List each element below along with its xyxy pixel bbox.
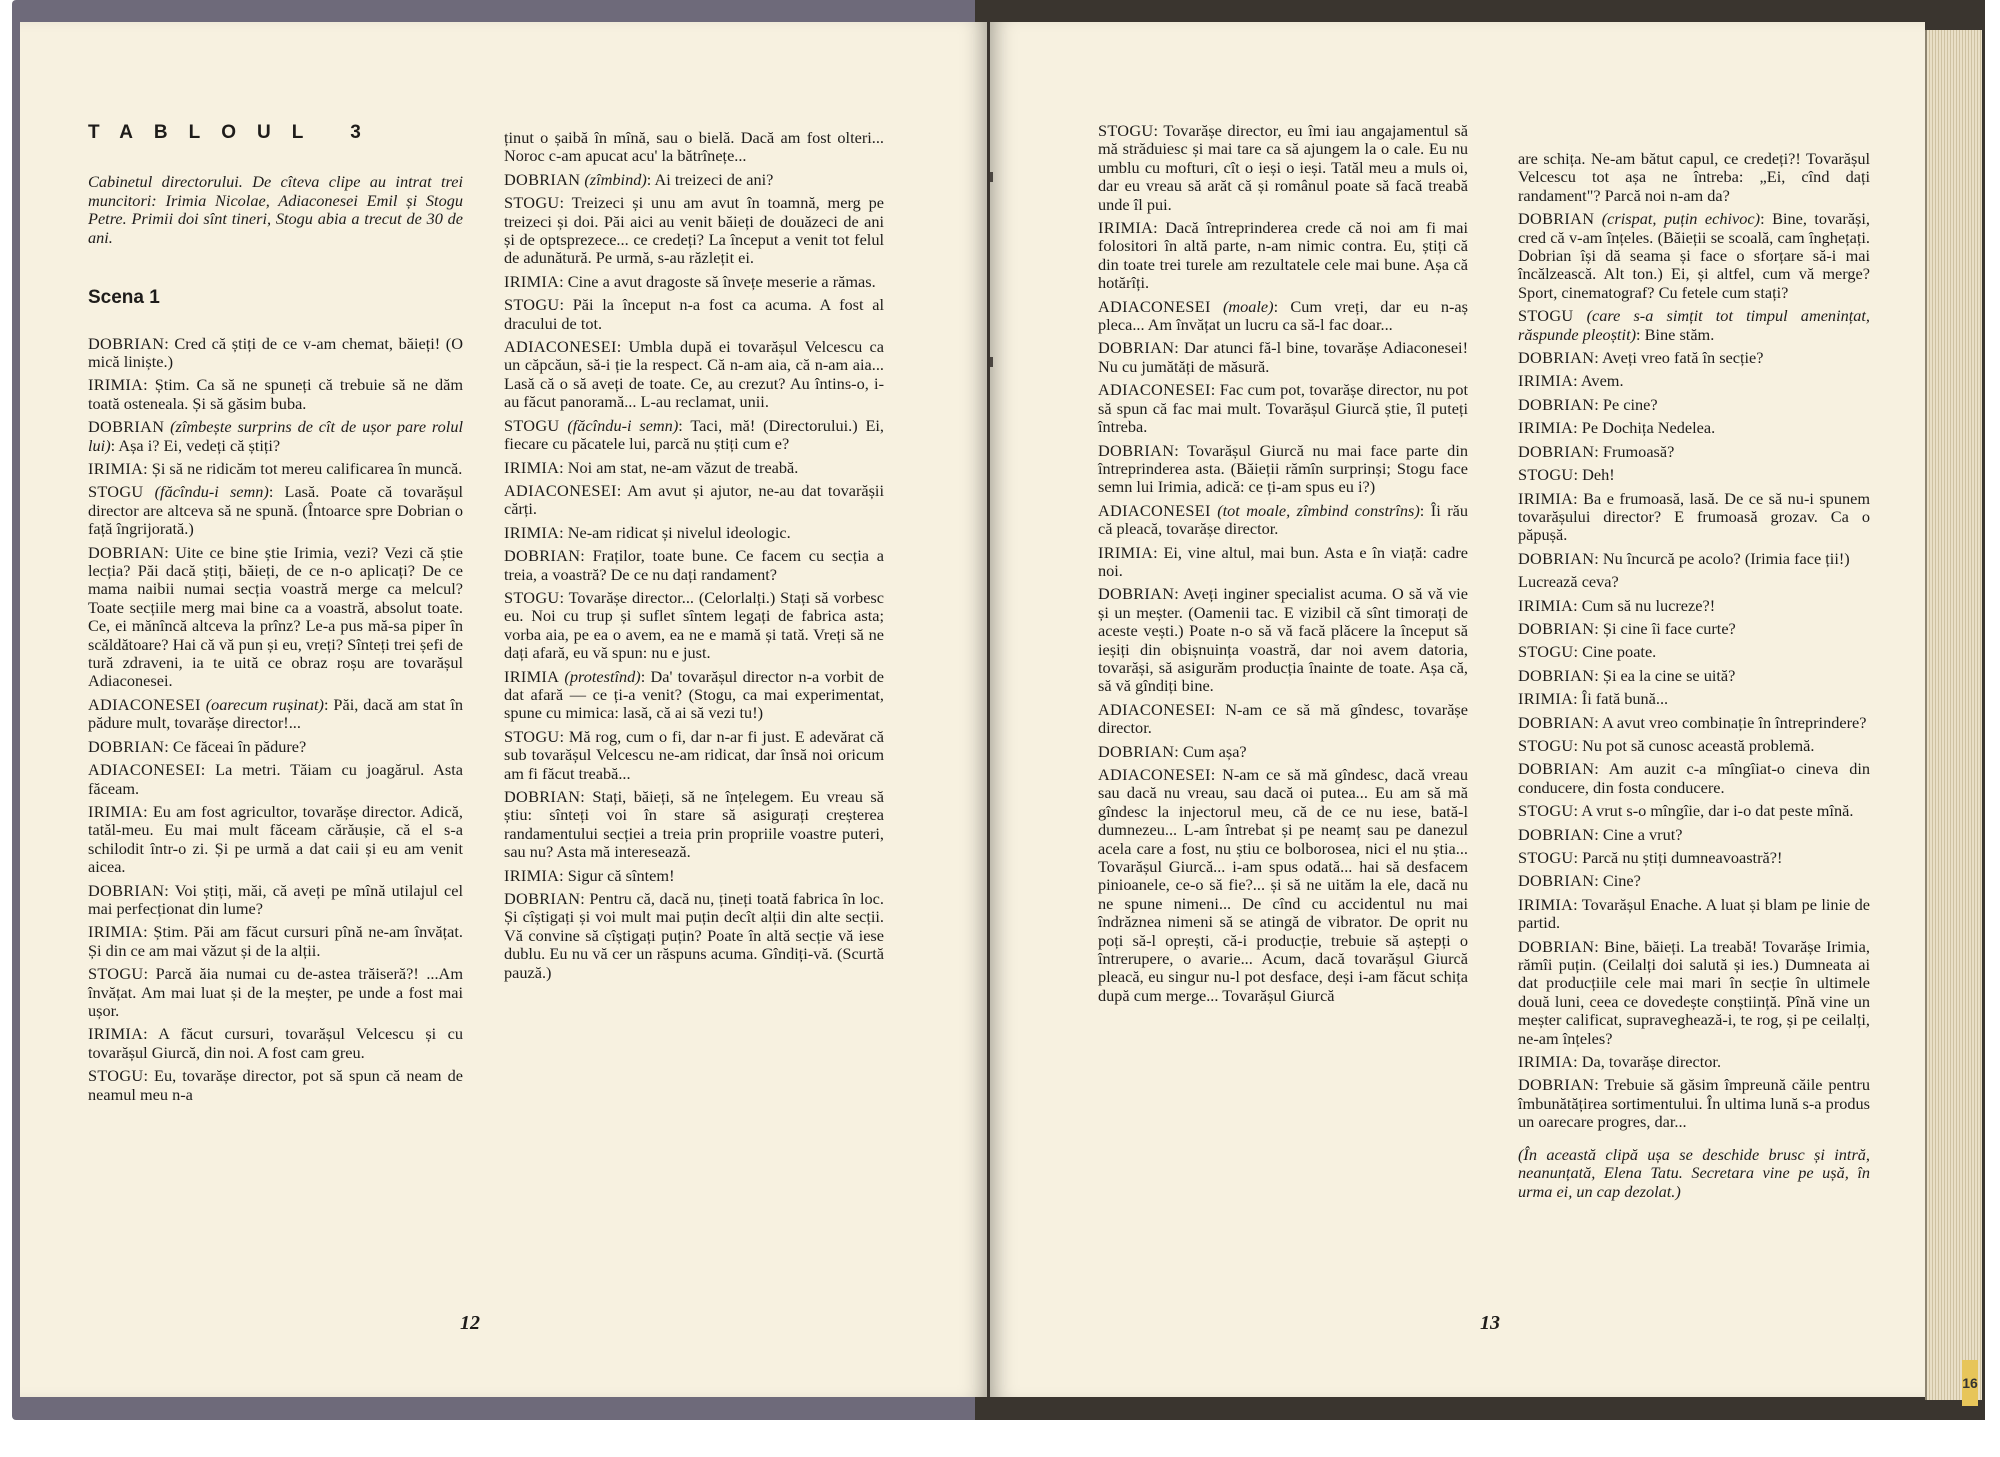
line-text: Deh! xyxy=(1582,465,1615,485)
speaker-name: IRIMIA xyxy=(504,865,560,885)
line-text: Știm. Păi am făcut cursuri pînă ne-am învățat. Și din ce am mai văzut și de la alții. xyxy=(88,922,463,960)
right-column-2 xyxy=(1518,150,1870,1201)
speaker-name: IRIMIA xyxy=(88,922,144,942)
line-text: Știm. Ca să ne spuneți că trebuie să ne dăm toată osteneala. Și să găsim buba. xyxy=(88,375,463,413)
dialogue-line: DOBRIAN: Și ea la cine se uită? xyxy=(1518,665,1736,685)
dialogue-line: ADIACONESEI: Umbla după ei tovarășul Velcescu ca un căpcăun, să-i ție la respect. Că n-am aia, că n-am aia... Lasă că o să aveți de toate. Ce, au crezut? Au întins-o, i-au făcut panoramă... L-au reclamat, unii. xyxy=(504,337,884,412)
speaker-name: DOBRIAN xyxy=(1518,441,1595,461)
dialogue-line: DOBRIAN: Dar atunci fă-l bine, tovarășe Adiaconesei! Nu cu jumătăți de măsură. xyxy=(1098,338,1468,376)
dialogue-line: ADIACONESEI: Am avut și ajutor, ne-au dat tovarășii cărți. xyxy=(504,480,884,519)
speaker-name: IRIMIA xyxy=(1518,488,1574,508)
speaker-name: ADIACONESEI xyxy=(504,337,617,357)
dialogue-line: IRIMIA: Ne-am ridicat și nivelul ideologic. xyxy=(504,522,791,542)
stage-direction: (moale) xyxy=(1222,296,1274,316)
speaker-name: DOBRIAN xyxy=(1518,665,1595,685)
dialogue-line: STOGU: Eu, tovarășe director, pot să spun că neam de neamul meu n-a xyxy=(88,1066,463,1104)
speaker-name: DOBRIAN xyxy=(1518,1075,1595,1095)
line-text: Păi, dacă am stat în pădure mult, tovarășe director!... xyxy=(88,694,463,733)
dialogue-line: DOBRIAN (crispat, puțin echivoc): Bine, tovarăși, cred că v-am înțeles. (Băieții se scoală, cam înghețați. Dobrian își dă seama și face o sforțare să-i mai încălzească. Alt ton.) Ei, și altfel, cum vă merge? Sport, cinematograf? Cu fetele cum stați? xyxy=(1518,209,1870,302)
stage-direction: (tot moale, zîmbind constrîns) xyxy=(1217,500,1420,520)
dialogue-line: STOGU: A vrut s-o mîngîie, dar i-o dat peste mînă. xyxy=(1518,801,1854,821)
left-column-1 xyxy=(88,122,463,1109)
dialogue-line: STOGU: Păi la început n-a fost ca acuma. A fost al dracului de tot. xyxy=(504,295,884,333)
line-text: Parcă ăia numai cu de-astea trăiseră?! ...Am învățat. Am mai luat și de la meșter, pe unde a fost mai ușor. xyxy=(88,964,463,1020)
line-text: A avut vreo combinație în întreprindere? xyxy=(1601,712,1867,732)
speaker-name: DOBRIAN xyxy=(1098,584,1175,604)
speaker-name: IRIMIA xyxy=(88,459,144,478)
line-text: Eu, tovarășe director, pot să spun că neam de neamul meu n-a xyxy=(88,1066,463,1104)
dialogue-line: IRIMIA: Și să ne ridicăm tot mereu calificarea în muncă. xyxy=(88,459,463,478)
line-text: Nu încurcă pe acolo? (Irimia face ții!) xyxy=(1602,548,1850,568)
line-text: Așa i? Ei, vedeți că știți? xyxy=(118,435,281,455)
left-page xyxy=(20,22,987,1397)
speaker-name: STOGU xyxy=(1518,465,1574,485)
stage-direction: (crispat, puțin echivoc) xyxy=(1601,209,1761,229)
speaker-name: DOBRIAN xyxy=(1098,440,1175,460)
line-text: Sigur că sîntem! xyxy=(567,865,675,885)
dialogue-line: DOBRIAN: Tovarășul Giurcă nu mai face parte din întreprinderea asta. (Băieții rămîn surprinși; Stogu face semn lui Irimia, adică: ce ți-am spus eu i?) xyxy=(1098,440,1468,497)
margin-mark xyxy=(990,172,993,182)
speaker-name: STOGU xyxy=(1518,848,1574,867)
line-text: Taci, mă! (Directorului.) Ei, fiecare cu păcatele lui, parcă nu știți cum e? xyxy=(504,415,884,454)
speaker-name: IRIMIA xyxy=(88,801,144,821)
dialogue-line: DOBRIAN: Aveți vreo fată în secție? xyxy=(1518,348,1764,368)
line-text: Cine poate. xyxy=(1582,642,1657,662)
stage-direction: (care s-a simțit tot timpul amenințat, răspunde pleoștit) xyxy=(1518,306,1870,344)
speaker-name: DOBRIAN xyxy=(504,889,581,909)
line-text: Frumoasă? xyxy=(1602,441,1675,461)
dialogue-line: STOGU: Deh! xyxy=(1518,465,1615,485)
line-text: Îi rău că pleacă, tovarășe director. xyxy=(1098,500,1468,539)
line-text: Nu pot să cunosc această problemă. xyxy=(1582,735,1815,755)
dialogue-line: IRIMIA (protestînd): Da' tovarășul director n-a vorbit de dat afară — ce ți-a venit? (Stogu, ca mai experimentat, spune cu mimica: lasă, că ai să vezi tu!) xyxy=(504,666,884,723)
dialogue-line: IRIMIA: Știm. Ca să ne spuneți că trebuie să ne dăm toată osteneala. Și să găsim buba. xyxy=(88,375,463,413)
line-text: Aveți inginer specialist acuma. O să vă vie și un meșter. (Oamenii tac. E vizibil că sînt timorați de aceste vești.) Poate n-o să vă facă plăcere la început să ieșiți din obișnuința voastră, dar noi avem datoria, tovarăși, să asigurăm producția înainte de toate. Așa că, să vă gîndiți bine. xyxy=(1098,584,1468,696)
dialogue-line: DOBRIAN: Ce făceai în pădure? xyxy=(88,736,307,756)
line-text: Avem. xyxy=(1580,371,1624,391)
speaker-name: DOBRIAN xyxy=(88,880,165,900)
act-title: TABLOUL 3 xyxy=(88,122,382,143)
dialogue-line: DOBRIAN: Bine, băieți. La treabă! Tovarășe Irimia, rămîi puțin. (Ceilalți doi salută și ies.) Dumneata ai dat producțiile cele mai mari în secție în ultimele două luni, ceea ce dovedește conștiință. Pînă vine un meșter calificat, supraveghează-i, te rog, și pe ceilalți, ne-am înțeles? xyxy=(1518,936,1870,1048)
dialogue-list xyxy=(1518,150,1870,1132)
page-edges xyxy=(1925,30,1982,1400)
speaker-name: IRIMIA xyxy=(88,375,144,395)
dialogue-line: DOBRIAN: Pe cine? xyxy=(1518,394,1658,414)
page-number: 13 xyxy=(1480,1312,1500,1334)
speaker-name: DOBRIAN xyxy=(88,417,165,437)
stage-direction: (zîmbește surprins de cît de ușor pare rolul lui) xyxy=(88,417,463,455)
dialogue-line: ADIACONESEI (moale): Cum vreți, dar eu n-aș pleca... Am învățat un lucru ca să-l fac doar... xyxy=(1098,296,1468,335)
speaker-name: STOGU xyxy=(1518,735,1574,755)
speaker-name: STOGU xyxy=(504,587,560,607)
speaker-name: DOBRIAN xyxy=(1518,394,1595,414)
line-text: Uite ce bine știe Irimia, vezi? Vezi că știe lecția? Păi dacă știți, băieți, de ce n-o aplicați? De ce mama naibii numai secția voastră merge ca melcul? Toate secțiile merg mai bine ca a voastră, absolut toate. Ce, ei mănîncă altceva la prînz? Le-a pus mă-sa piper în scăldătoare? Hai că vă pun și eu, vreți? Sînteți trei șefi de tură zdraveni, ia te uită ce obraz roșu are tovarășul Adiaconesei. xyxy=(88,542,463,691)
dialogue-line: STOGU: Parcă ăia numai cu de-astea trăiseră?! ...Am învățat. Am mai luat și de la meșter, pe unde a fost mai ușor. xyxy=(88,964,463,1020)
line-text: Ce făceai în pădure? xyxy=(172,736,307,756)
dialogue-line: STOGU: Treizeci și unu am avut în toamnă, merg pe treizeci și doi. Păi aici au venit băieți de douăzeci de ani și de optsprezece... ce credeți? La început a venit tot felul de adunătură. Pe urmă, s-au răzlețit ei. xyxy=(504,193,884,268)
speaker-name: DOBRIAN xyxy=(1098,741,1175,761)
speaker-name: IRIMIA xyxy=(1098,542,1154,562)
speaker-name: IRIMIA xyxy=(1098,218,1154,238)
line-text: Cine a vrut? xyxy=(1602,824,1683,844)
speaker-name: DOBRIAN xyxy=(88,333,165,353)
dialogue-line: STOGU: Parcă nu știți dumneavoastră?! xyxy=(1518,848,1783,867)
dialogue-line xyxy=(1518,573,1870,591)
line-text: Noi am stat, ne-am văzut de treabă. xyxy=(567,457,799,477)
dialogue-line: ADIACONESEI: N-am ce să mă gîndesc, dacă vreau sau dacă nu vreau, sau dacă oi putea... Eu am să mă gîndesc la injectorul meu, că de ce nu iese, bată-l dumnezeu... L-am întrebat și pe neamț sau pe danezul acela care a fost, nu știu ce bolborosea, nici el nu știa... Tovarășul Giurcă... i-am spus odată... hai să desfacem pinioanele, ce-o să fie?... și să ne uităm la ele, dacă nu ne spune nimeni... De cînd cu accidentul nu mai îndrăznea nimeni să se atingă de vibrator. De oprit nu poți să-l oprești, că-i producție, trebuie să aștepți o întrerupere, o avarie... Acum, dacă tovarășul Giurcă pleacă, eu singur nu-l pot desface, deși i-am făcut schița după cum merge... Tovarășul Giurcă xyxy=(1098,765,1468,1005)
line-text: Cine a avut dragoste să învețe meserie a rămas. xyxy=(567,271,876,291)
line-text: Îi fată bună... xyxy=(1581,689,1669,709)
right-page xyxy=(990,22,1925,1397)
line-text: Dar atunci fă-l bine, tovarășe Adiaconesei! Nu cu jumătăți de măsură. xyxy=(1098,338,1468,376)
speaker-name: DOBRIAN xyxy=(1518,871,1595,891)
stage-direction: (făcîndu-i semn) xyxy=(567,415,679,435)
speaker-name: DOBRIAN xyxy=(1518,548,1595,568)
dialogue-line: DOBRIAN: Nu încurcă pe acolo? (Irimia face ții!) xyxy=(1518,548,1850,568)
scene-description: Cabinetul directorului. De cîteva clipe au intrat trei muncitori: Irimia Nicolae, Adiaconesei Emil și Stogu Petre. Primii doi sînt tineri, Stogu abia a trecut de 30 de ani. xyxy=(88,172,463,247)
dialogue-line: ADIACONESEI: La metri. Tăiam cu joagărul. Asta făceam. xyxy=(88,760,463,798)
speaker-name: IRIMIA xyxy=(504,457,560,477)
speaker-name: DOBRIAN xyxy=(1098,338,1175,358)
speaker-name: STOGU xyxy=(504,193,560,213)
speaker-name: IRIMIA xyxy=(1518,595,1574,615)
speaker-name: IRIMIA xyxy=(504,271,560,291)
speaker-name: IRIMIA xyxy=(1518,371,1574,391)
dialogue-line: STOGU: Cine poate. xyxy=(1518,642,1657,662)
speaker-name: DOBRIAN xyxy=(88,736,165,756)
dialogue-line: DOBRIAN: Trebuie să găsim împreună căile pentru îmbunătățirea sortimentului. În ultima lună s-a produs un oarecare progres, dar... xyxy=(1518,1075,1870,1132)
dialogue-list xyxy=(504,129,884,982)
stage-direction: (zîmbind) xyxy=(584,169,647,189)
dialogue-line: STOGU (făcîndu-i semn): Taci, mă! (Directorului.) Ei, fiecare cu păcatele lui, parcă nu știți cum e? xyxy=(504,415,884,454)
speaker-name: IRIMIA xyxy=(504,522,560,542)
dialogue-line: DOBRIAN (zîmbind): Ai treizeci de ani? xyxy=(504,169,774,189)
dialogue-line: ADIACONESEI: Fac cum pot, tovarășe director, nu pot să spun că fac mai mult. Tovarășul Giurcă știe, îl puteți întreba. xyxy=(1098,380,1468,437)
dialogue-line: DOBRIAN: Fraților, toate bune. Ce facem cu secția a treia, a voastră? De ce nu dați randament? xyxy=(504,546,884,584)
speaker-name: DOBRIAN xyxy=(1518,712,1595,732)
dialogue-line: IRIMIA: Avem. xyxy=(1518,371,1624,391)
line-text: Cum să nu lucreze?! xyxy=(1581,595,1716,615)
dialogue-line: STOGU (făcîndu-i semn): Lasă. Poate că tovarășul director are altceva să ne spună. (Întoarce spre Dobrian o față îngrijorată.) xyxy=(88,482,463,539)
speaker-name: DOBRIAN xyxy=(1518,618,1595,638)
line-text: Păi la început n-a fost ca acuma. A fost al dracului de tot. xyxy=(504,295,884,333)
line-text: ținut o șaibă în mînă, sau o bielă. Dacă am fost olteri... Noroc c-am apucat acu' la bătrînețe... xyxy=(504,128,884,166)
dialogue-line: DOBRIAN: Cred că știți de ce v-am chemat, băieți! (O mică liniște.) xyxy=(88,333,463,371)
line-text: Tovarășe director, eu îmi iau angajamentul să mă străduiesc și mai tare ca să ajungem la o cale. Eu nu umblu cu mofturi, cît o ieși o ieși. Tatăl meu a muls oi, dar eu vreau să arăt că și românul poate să facă treabă unde îl pui. xyxy=(1098,121,1468,214)
line-text: Pe cine? xyxy=(1602,394,1658,414)
dialogue-line: DOBRIAN: Cine? xyxy=(1518,871,1641,891)
dialogue-line: DOBRIAN: Am auzit c-a mîngîiat-o cineva din conducere, din fosta conducere. xyxy=(1518,759,1870,797)
dialogue-line: IRIMIA: Sigur că sîntem! xyxy=(504,865,675,885)
line-text: Eu am fost agricultor, tovarășe director. Adică, tatăl-meu. Eu mai mult făceam cărăușie, că el s-a schilodit într-o zi. Și pe urmă a dat caii și eu am venit aicea. xyxy=(88,801,463,877)
dialogue-line: IRIMIA: Ei, vine altul, mai bun. Asta e în viață: cadre noi. xyxy=(1098,542,1468,580)
line-text: Pentru că, dacă nu, țineți toată fabrica în loc. Și cîștigați și voi mult mai puțin decît alții din alte secții. Vă convine să cîștigați puțin? Poate în altă secție vă iese dublu. Eu nu vă cer un răspuns acuma. Gîndiți-vă. (Scurtă pauză.) xyxy=(504,889,884,982)
speaker-name: ADIACONESEI xyxy=(88,694,201,714)
line-text: Bine, tovarăși, cred că v-am înțeles. (Băieții se scoală, cam înghețați. Dobrian își dă seama și face o sforțare să-i mai încălzească. Alt ton.) Ei, și altfel, cum vă merge? Sport, cinematograf? Cu fetele cum stați? xyxy=(1518,209,1870,302)
speaker-name: STOGU xyxy=(1518,801,1574,821)
stage-direction: (În această clipă ușa se deschide brusc și intră, neanunțată, Elena Tatu. Secretara vine pe ușă, în urma ei, un cap dezolat.) xyxy=(1518,1144,1870,1201)
speaker-name: DOBRIAN xyxy=(1518,348,1595,368)
speaker-name: IRIMIA xyxy=(1518,894,1574,914)
dialogue-line: DOBRIAN: Uite ce bine știe Irimia, vezi? Vezi că știe lecția? Păi dacă știți, băieți, de ce n-o aplicați? De ce mama naibii numai secția voastră merge ca melcul? Toate secțiile merg mai bine ca a voastră, absolut toate. Ce, ei mănîncă altceva la prînz? Le-a pus mă-sa piper în scăldătoare? Hai că vă pun și eu, vreți? Sînteți trei șefi de tură zdraveni, ia te uită ce obraz roșu are tovarășul Adiaconesei. xyxy=(88,542,463,691)
dialogue-line: IRIMIA: Noi am stat, ne-am văzut de treabă. xyxy=(504,457,799,477)
dialogue-line: IRIMIA: Tovarășul Enache. A luat și blam pe linie de partid. xyxy=(1518,894,1870,933)
dialogue-line: DOBRIAN: Cine a vrut? xyxy=(1518,824,1683,844)
line-text: Și să ne ridicăm tot mereu calificarea în muncă. xyxy=(151,459,463,478)
speaker-name: STOGU xyxy=(88,1066,144,1086)
line-text: N-am ce să mă gîndesc, dacă vreau sau dacă nu vreau, sau dacă oi putea... Eu am să mă gîndesc la injectorul meu, că de ce nu iese, bată-l dumnezeu... L-am întrebat și pe neamț sau pe danezul acela care a fost, nu știu ce bolborosea, nici el nu știa... Tovarășul Giurcă... i-am spus odată... hai să desfacem pinioanele, ce-o să fie?... și să ne uităm la ele, dacă nu ne spune nimeni... De cînd cu accidentul nu mai îndrăznea nimeni să se atingă de vibrator. De oprit nu poți să-l oprești, că-i producție, trebuie să aștepți o întrerupere, o avarie... Acum, dacă tovarășul Giurcă pleacă, eu singur nu-l pot desface, deși i-am făcut schița după cum merge... Tovarășul Giurcă xyxy=(1098,765,1468,1005)
speaker-name: IRIMIA xyxy=(1518,1052,1574,1072)
line-text: Și cine îi face curte? xyxy=(1602,618,1736,638)
speaker-name: IRIMIA xyxy=(88,1024,144,1044)
dialogue-line: IRIMIA: Da, tovarășe director. xyxy=(1518,1052,1722,1072)
line-text: Cum vreți, dar eu n-aș pleca... Am învățat un lucru ca să-l fac doar... xyxy=(1098,296,1468,335)
line-text: Cum așa? xyxy=(1182,741,1247,761)
line-text: Treizeci și unu am avut în toamnă, merg pe treizeci și doi. Păi aici au venit băieți de douăzeci de ani și de optsprezece... ce credeți? La început a venit tot felul de adunătură. Pe urmă, s-au răzlețit ei. xyxy=(504,193,884,268)
dialogue-line: IRIMIA: Pe Dochița Nedelea. xyxy=(1518,418,1716,438)
dialogue-line: DOBRIAN: Și cine îi face curte? xyxy=(1518,618,1736,638)
dialogue-line: IRIMIA: Îi fată bună... xyxy=(1518,689,1669,709)
line-text: Stați, băieți, să ne înțelegem. Eu vreau să știu: sînteți voi în stare să asigurați creșterea randamentului secției a treia prin propriile voastre puteri, sau nu? Asta mă interesează. xyxy=(504,787,884,862)
speaker-name: DOBRIAN xyxy=(1518,759,1595,779)
line-text: Bine stăm. xyxy=(1644,324,1715,344)
dialogue-line: DOBRIAN: Cum așa? xyxy=(1098,741,1247,761)
line-text: Cine? xyxy=(1602,871,1641,891)
line-text: A făcut cursuri, tovarășul Velcescu și cu tovarășul Giurcă, din noi. A fost cam greu. xyxy=(88,1024,463,1062)
margin-mark xyxy=(990,357,993,367)
dialogue-line: IRIMIA: Cine a avut dragoste să învețe meserie a rămas. xyxy=(504,271,876,291)
speaker-name: IRIMIA xyxy=(1518,689,1574,709)
speaker-name: STOGU xyxy=(88,964,144,984)
speaker-name: ADIACONESEI xyxy=(1098,500,1211,520)
speaker-name: DOBRIAN xyxy=(504,787,581,806)
dialogue-line: IRIMIA: Cum să nu lucreze?! xyxy=(1518,595,1716,615)
line-text: Tovarășul Enache. A luat și blam pe linie de partid. xyxy=(1518,894,1870,933)
line-text: Ei, vine altul, mai bun. Asta e în viață: cadre noi. xyxy=(1098,542,1468,580)
right-column-1 xyxy=(1098,122,1468,1010)
speaker-name: ADIACONESEI xyxy=(1098,380,1211,400)
dialogue-line: DOBRIAN: Stați, băieți, să ne înțelegem. Eu vreau să știu: sînteți voi în stare să asigurați creșterea randamentului secției a treia prin propriile voastre puteri, sau nu? Asta mă interesează. xyxy=(504,787,884,862)
dialogue-line: ADIACONESEI: N-am ce să mă gîndesc, tovarășe director. xyxy=(1098,699,1468,738)
speaker-name: STOGU xyxy=(1098,121,1154,140)
scene-heading: Scena 1 xyxy=(88,287,160,309)
edge-tab: 16 xyxy=(1962,1360,1978,1406)
line-text: La metri. Tăiam cu joagărul. Asta făceam. xyxy=(88,760,463,798)
line-text: Ba e frumoasă, lasă. De ce să nu-i spunem tovarășului director? E frumoasă grozav. Ca o păpușă. xyxy=(1518,488,1870,545)
speaker-name: DOBRIAN xyxy=(504,546,581,566)
speaker-name: DOBRIAN xyxy=(88,542,165,562)
dialogue-line: STOGU (care s-a simțit tot timpul amenințat, răspunde pleoștit): Bine stăm. xyxy=(1518,306,1870,344)
line-text: Mă rog, cum o fi, dar n-ar fi just. E adevărat că sub tovarășul Velcescu ne-am ridicat, dar însă noi oricum am fi făcut treabă... xyxy=(504,726,884,783)
speaker-name: STOGU xyxy=(1518,642,1574,662)
line-text: Aveți vreo fată în secție? xyxy=(1601,348,1764,368)
line-text: Da, tovarășe director. xyxy=(1581,1052,1722,1072)
stage-direction: (protestînd) xyxy=(564,666,641,686)
line-text: Lasă. Poate că tovarășul director are altceva să ne spună. (Întoarce spre Dobrian o față îngrijorată.) xyxy=(88,482,463,539)
line-text: Umbla după ei tovarășul Velcescu ca un căpcăun, să-i ție la respect. Că n-am aia, că n-am aia... Lasă că o să aveți de toate. Ce, au crezut? Au întins-o, i-au făcut panoramă... L-au reclamat, unii. xyxy=(504,337,884,412)
dialogue-line xyxy=(1518,150,1870,205)
speaker-name: ADIACONESEI xyxy=(1098,765,1211,784)
line-text: Ne-am ridicat și nivelul ideologic. xyxy=(567,522,791,542)
line-text: Am avut și ajutor, ne-au dat tovarășii cărți. xyxy=(504,480,884,519)
dialogue-line: STOGU: Tovarășe director, eu îmi iau angajamentul să mă străduiesc și mai tare ca să ajungem la o cale. Eu nu umblu cu mofturi, cît o ieși o ieși. Tatăl meu a muls oi, dar eu vreau să arăt că și românul poate să facă treabă unde îl pui. xyxy=(1098,121,1468,214)
dialogue-line xyxy=(504,129,884,166)
line-text: Am auzit c-a mîngîiat-o cineva din conducere, din fosta conducere. xyxy=(1518,759,1870,797)
speaker-name: ADIACONESEI xyxy=(504,480,617,500)
line-text: Voi știți, măi, că aveți pe mînă utilajul cel mai perfecționat din lume? xyxy=(88,880,463,918)
dialogue-line: IRIMIA: Ba e frumoasă, lasă. De ce să nu-i spunem tovarășului director? E frumoasă grozav. Ca o păpușă. xyxy=(1518,488,1870,545)
speaker-name: STOGU xyxy=(504,415,560,435)
line-text: Cred că știți de ce v-am chemat, băieți! (O mică liniște.) xyxy=(88,333,463,371)
speaker-name: IRIMIA xyxy=(1518,418,1574,438)
speaker-name: STOGU xyxy=(1518,306,1574,326)
dialogue-line: DOBRIAN: A avut vreo combinație în întreprindere? xyxy=(1518,712,1867,732)
page-number: 12 xyxy=(460,1312,480,1334)
dialogue-line: ADIACONESEI (oarecum rușinat): Păi, dacă am stat în pădure mult, tovarășe director!... xyxy=(88,694,463,733)
line-text: Pe Dochița Nedelea. xyxy=(1581,418,1716,438)
dialogue-line: DOBRIAN: Voi știți, măi, că aveți pe mînă utilajul cel mai perfecționat din lume? xyxy=(88,880,463,918)
line-text: Dacă întreprinderea crede că noi am fi mai folositori în altă parte, n-am nimic contra. Eu, știți că din toate trei turele am rezultatele cele mai bune. Așa că hotărîți. xyxy=(1098,218,1468,293)
left-column-2 xyxy=(504,129,884,987)
stage-direction: (făcîndu-i semn) xyxy=(154,482,269,502)
line-text: Tovarășul Giurcă nu mai face parte din întreprinderea asta. (Băieții rămîn surprinși; Stogu face semn lui Irimia, adică: ce ți-am spus eu i?) xyxy=(1098,440,1468,497)
speaker-name: DOBRIAN xyxy=(1518,936,1595,956)
stage-direction: (oarecum rușinat) xyxy=(205,694,324,714)
line-text: N-am ce să mă gîndesc, tovarășe director. xyxy=(1098,699,1468,738)
speaker-name: DOBRIAN xyxy=(1518,824,1595,844)
dialogue-line: STOGU: Nu pot să cunosc această problemă. xyxy=(1518,735,1815,755)
dialogue-line: DOBRIAN: Aveți inginer specialist acuma. O să vă vie și un meșter. (Oamenii tac. E vizibil că sînt timorați de aceste vești.) Poate n-o să vă facă plăcere la început să ieșiți din obișnuința voastră, dar noi avem datoria, tovarăși, să asigurăm producția înainte de toate. Așa că, să vă gîndiți bine. xyxy=(1098,584,1468,696)
speaker-name: DOBRIAN xyxy=(1518,209,1595,229)
dialogue-line: DOBRIAN: Pentru că, dacă nu, țineți toată fabrica în loc. Și cîștigați și voi mult mai puțin decît alții din alte secții. Vă convine să cîștigați puțin? Poate în altă secție vă iese dublu. Eu nu vă cer un răspuns acuma. Gîndiți-vă. (Scurtă pauză.) xyxy=(504,889,884,982)
dialogue-line: IRIMIA: Știm. Păi am făcut cursuri pînă ne-am învățat. Și din ce am mai văzut și de la alții. xyxy=(88,922,463,960)
dialogue-line: IRIMIA: Eu am fost agricultor, tovarășe director. Adică, tatăl-meu. Eu mai mult făceam cărăușie, că el s-a schilodit într-o zi. Și pe urmă a dat caii și eu am venit aicea. xyxy=(88,801,463,877)
line-text: are schița. Ne-am bătut capul, ce credeți?! Tovarășul Velcescu tot așa ne întreba: „Ei, cînd dați randament"? Parcă noi n-am da? xyxy=(1518,149,1870,205)
dialogue-line: ADIACONESEI (tot moale, zîmbind constrîns): Îi rău că pleacă, tovarășe director. xyxy=(1098,500,1468,539)
line-text: Trebuie să găsim împreună căile pentru îmbunătățirea sortimentului. În ultima lună s-a produs un oarecare progres, dar... xyxy=(1518,1075,1870,1132)
line-text: Fac cum pot, tovarășe director, nu pot să spun că fac mai mult. Tovarășul Giurcă știe, îl puteți întreba. xyxy=(1098,380,1468,437)
speaker-name: ADIACONESEI xyxy=(1098,699,1211,719)
line-text: Și ea la cine se uită? xyxy=(1602,665,1736,685)
speaker-name: STOGU xyxy=(504,726,560,746)
line-text: Fraților, toate bune. Ce facem cu secția a treia, a voastră? De ce nu dați randament? xyxy=(504,546,884,584)
dialogue-line: STOGU: Tovarășe director... (Celorlalți.) Stați să vorbesc eu. Noi cu trup și suflet sîntem legați de fabrica asta; vorba aia, pe ea o avem, ea ne e mamă și tată. Vreți să ne dați afară, eu vă spun: nu e just. xyxy=(504,587,884,663)
dialogue-line: IRIMIA: Dacă întreprinderea crede că noi am fi mai folositori în altă parte, n-am nimic contra. Eu, știți că din toate trei turele am rezultatele cele mai bune. Așa că hotărîți. xyxy=(1098,218,1468,293)
line-text: Bine, băieți. La treabă! Tovarășe Irimia, rămîi puțin. (Ceilalți doi salută și ies.) Dumneata ai dat producțiile cele mai mari în secție în ultimele două luni, ceea ce dovedește conștiință. Pînă vine un meșter calificat, supraveghează-i, te rog, și pe ceilalți, ne-am înțeles? xyxy=(1518,936,1870,1048)
dialogue-line: STOGU: Mă rog, cum o fi, dar n-ar fi just. E adevărat că sub tovarășul Velcescu ne-am ridicat, dar însă noi oricum am fi făcut treabă... xyxy=(504,726,884,783)
line-text: Parcă nu știți dumneavoastră?! xyxy=(1582,848,1783,867)
speaker-name: STOGU xyxy=(88,482,144,502)
speaker-name: ADIACONESEI xyxy=(88,760,201,780)
line-text: A vrut s-o mîngîie, dar i-o dat peste mînă. xyxy=(1581,801,1854,821)
speaker-name: DOBRIAN xyxy=(504,169,581,189)
speaker-name: ADIACONESEI xyxy=(1098,296,1211,316)
line-text: Ai treizeci de ani? xyxy=(654,169,774,189)
dialogue-list xyxy=(1098,122,1468,1005)
line-text: Lucrează ceva? xyxy=(1518,572,1619,592)
speaker-name: STOGU xyxy=(504,295,560,315)
speaker-name: IRIMIA xyxy=(504,666,560,686)
dialogue-line: IRIMIA: A făcut cursuri, tovarășul Velcescu și cu tovarășul Giurcă, din noi. A fost cam greu. xyxy=(88,1024,463,1062)
dialogue-line: DOBRIAN: Frumoasă? xyxy=(1518,441,1675,461)
dialogue-list xyxy=(88,335,463,1104)
line-text: Da' tovarășul director n-a vorbit de dat afară — ce ți-a venit? (Stogu, ca mai experimentat, spune cu mimica: lasă, că ai să vezi tu!) xyxy=(504,666,884,723)
line-text: Tovarășe director... (Celorlalți.) Stați să vorbesc eu. Noi cu trup și suflet sîntem legați de fabrica asta; vorba aia, pe ea o avem, ea ne e mamă și tată. Vreți să ne dați afară, eu vă spun: nu e just. xyxy=(504,587,884,663)
dialogue-line: DOBRIAN (zîmbește surprins de cît de ușor pare rolul lui): Așa i? Ei, vedeți că știți? xyxy=(88,417,463,455)
